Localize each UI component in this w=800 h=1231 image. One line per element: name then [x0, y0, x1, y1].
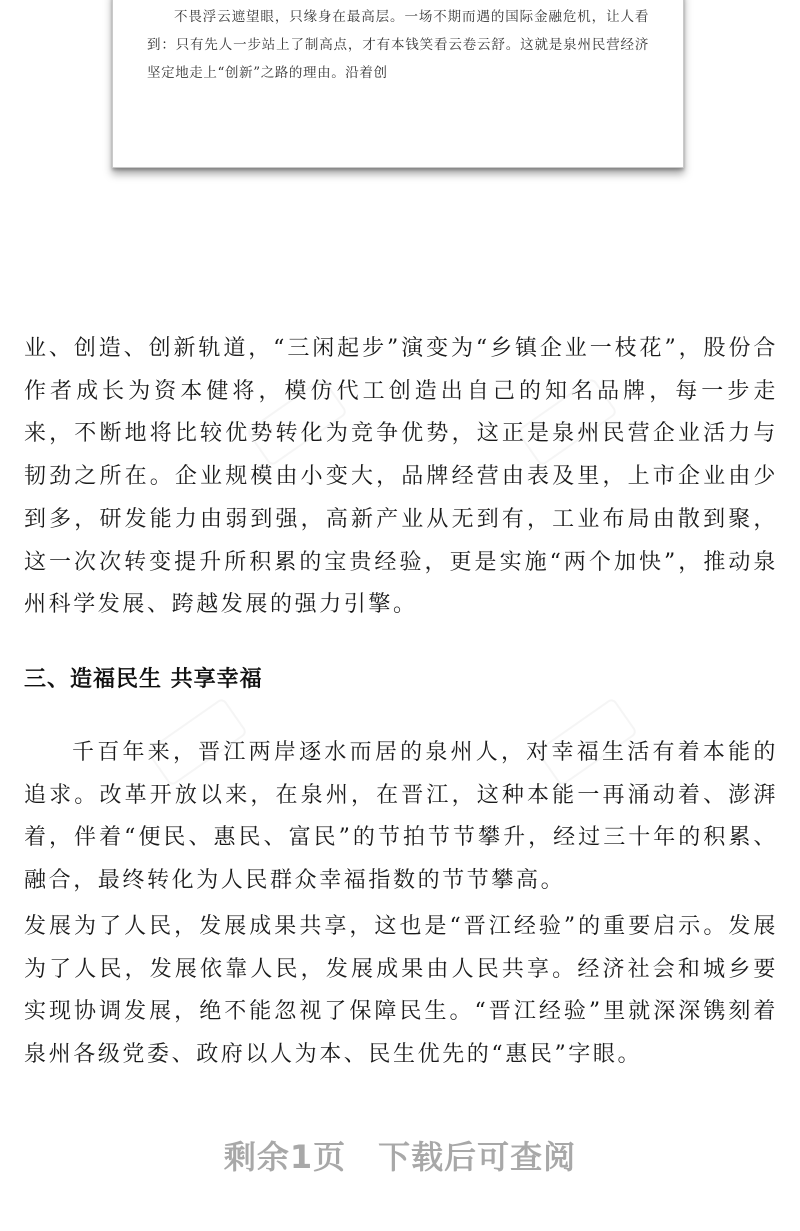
body-paragraph: 千百年来，晋江两岸逐水而居的泉州人，对幸福生活有着本能的追求。改革开放以来，在泉州，在晋江，这种本能一再涌动着、澎湃着，伴着“便民、惠民、富民”的节拍节节攀升，经过三十年的积累、融合，最终转化为人民群众幸福指数的节节攀高。 [24, 740, 778, 894]
remaining-pages-label: 剩余1页 [223, 1138, 347, 1176]
document-preview-card [112, 0, 684, 168]
body-paragraph: 业、创造、创新轨道，“三闲起步”演变为“乡镇企业一枝花”，股份合作者成长为资本健将，模仿代工创造出自己的知名品牌，每一步走来，不断地将比较优势转化为竞争优势，这正是泉州民营企业活力与韧劲之所在。企业规模由小变大，品牌经营由表及里，上市企业由少到多，研发能力由弱到强，高新产业从无到有，工业布局由散到聚，这一次次转变提升所积累的宝贵经验，更是实施“两个加快”，推动泉州科学发展、跨越发展的强力引擎。 [24, 336, 778, 618]
preview-text: 不畏浮云遮望眼，只缘身在最高层。一场不期而遇的国际金融危机，让人看到：只有先人一步站上了制高点，才有本钱笑看云卷云舒。这就是泉州民营经济坚定地走上“创新”之路的理由。沿着创 [147, 9, 649, 81]
article-body [24, 328, 778, 627]
section-heading: 三、造福民生 共享幸福 [24, 667, 263, 692]
article-section [24, 906, 778, 1077]
download-prompt[interactable] [0, 1132, 800, 1178]
article-section [24, 732, 778, 903]
body-paragraph: 发展为了人民，发展成果共享，这也是“晋江经验”的重要启示。发展为了人民，发展依靠人民，发展成果由人民共享。经济社会和城乡要实现协调发展，绝不能忽视了保障民生。“晋江经验”里就深深镌刻着泉州各级党委、政府以人为本、民生优先的“惠民”字眼。 [24, 914, 778, 1068]
download-to-view-label[interactable]: 下载后可查阅 [378, 1138, 577, 1176]
